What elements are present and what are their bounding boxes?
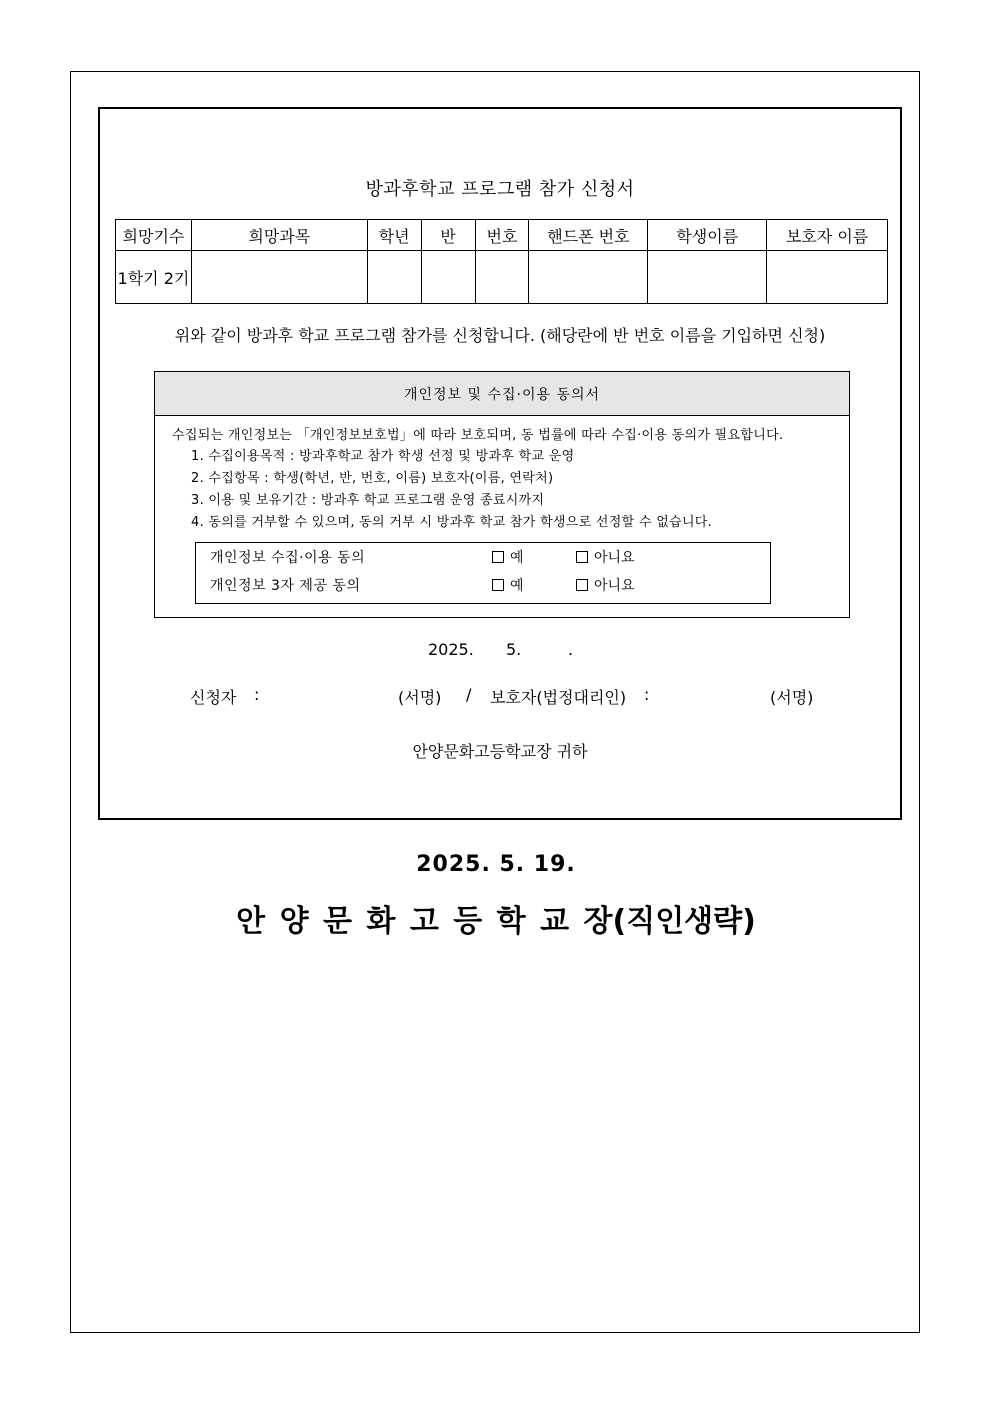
agree-yes-option[interactable] [492,546,524,570]
applicant-label: 신청자 [190,688,237,707]
number-cell[interactable] [475,251,529,304]
list-item: 4. 동의를 거부할 수 있으며, 동의 거부 시 방과후 학교 참가 학생으로 선정할 수 없습니다. [191,515,713,530]
header-cell: 보호자 이름 [767,220,888,251]
table-header-row [116,220,888,251]
list-item: 1. 수집이용목적 : 방과후학교 참가 학생 선정 및 방과후 학교 운영 [191,449,575,464]
header-cell: 희망기수 [116,220,192,251]
header-cell: 학생이름 [648,220,767,251]
agreement-box [195,542,771,604]
grade-cell[interactable] [367,251,421,304]
header-cell: 번호 [475,220,529,251]
addressee: 안양문화고등학교장 귀하 [412,742,588,761]
consent-intro: 수집되는 개인정보는 「개인정보보호법」에 따라 보호되며, 동 법률에 따라 수집·이용 동의가 필요합니다. [172,428,784,443]
phone-cell[interactable] [529,251,648,304]
issuer: 안 양 문 화 고 등 학 교 장(직인생략) [236,904,756,939]
apply-sentence: 위와 같이 방과후 학교 프로그램 참가를 신청합니다. (해당란에 반 번호 이름을 기입하면 신청) [174,326,826,345]
separator: / [466,685,472,704]
agree-yes-option[interactable] [492,574,524,598]
header-cell: 희망과목 [191,220,367,251]
no-label: 아니요 [594,550,635,566]
header-cell: 핸드폰 번호 [529,220,648,251]
yes-label: 예 [510,578,524,594]
agree-no-option[interactable] [576,546,635,570]
date-year: 2025. [428,640,474,659]
guardian-sign[interactable]: (서명) [770,688,814,707]
table-row [116,251,888,304]
no-label: 아니요 [594,578,635,594]
subject-cell[interactable] [191,251,367,304]
colon: : [644,685,650,704]
agreement-row-third-party [196,574,770,598]
consent-title: 개인정보 및 수집·이용 동의서 [155,372,849,416]
application-table [115,219,888,304]
guardian-label: 보호자(법정대리인) [490,688,627,707]
term-cell: 1학기 2기 [116,251,192,304]
applicant-sign[interactable]: (서명) [398,688,442,707]
agreement-label: 개인정보 3자 제공 동의 [210,578,361,594]
form-title: 방과후학교 프로그램 참가 신청서 [365,179,635,200]
class-cell[interactable] [421,251,475,304]
consent-box [154,371,850,618]
header-cell: 학년 [367,220,421,251]
checkbox-icon[interactable] [492,579,504,591]
student-name-cell[interactable] [648,251,767,304]
consent-list [191,446,712,534]
checkbox-icon[interactable] [576,579,588,591]
issue-date: 2025. 5. 19. [416,852,576,877]
date-day[interactable]: . [568,640,574,659]
header-cell: 반 [421,220,475,251]
agreement-row-collection [196,546,770,570]
agree-no-option[interactable] [576,574,635,598]
list-item: 2. 수집항목 : 학생(학년, 반, 번호, 이름) 보호자(이름, 연락처) [191,471,554,486]
yes-label: 예 [510,550,524,566]
application-form [98,107,902,820]
agreement-label: 개인정보 수집·이용 동의 [210,550,366,566]
checkbox-icon[interactable] [492,551,504,563]
date-month[interactable]: 5. [506,640,522,659]
colon: : [254,685,260,704]
list-item: 3. 이용 및 보유기간 : 방과후 학교 프로그램 운영 종료시까지 [191,493,545,508]
guardian-name-cell[interactable] [767,251,888,304]
checkbox-icon[interactable] [576,551,588,563]
